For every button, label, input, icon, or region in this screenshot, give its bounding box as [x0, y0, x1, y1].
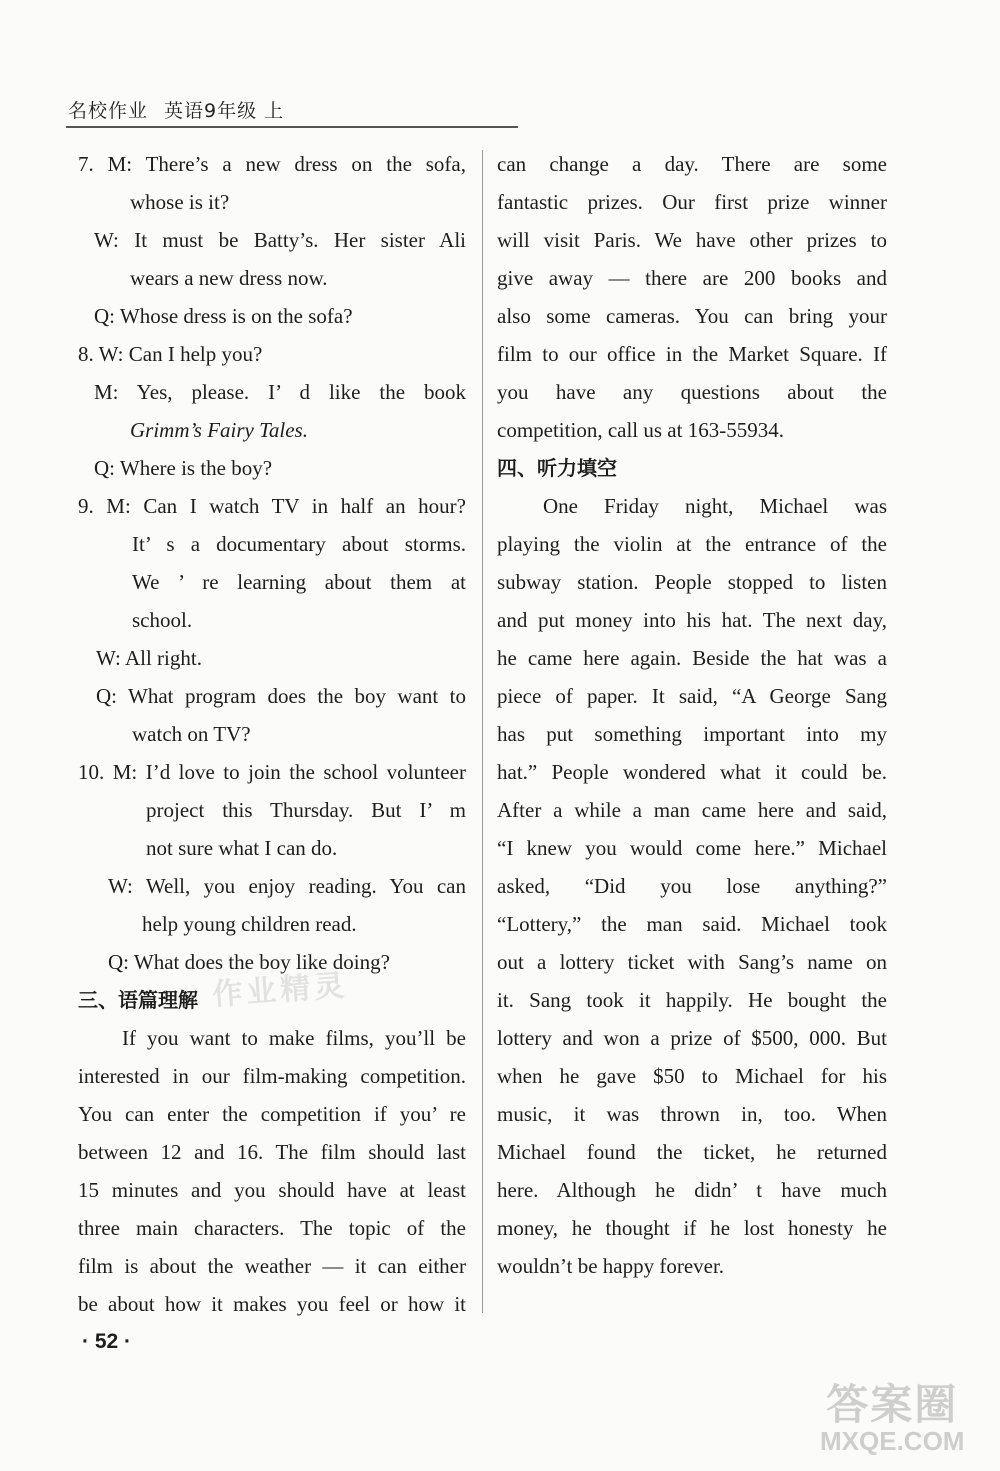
text-line: 15 minutes and you should have at least	[78, 1178, 466, 1202]
left-column	[78, 145, 466, 1323]
text-line: hat.” People wondered what it could be.	[497, 760, 887, 784]
watermark-logo-text: 答案圈	[826, 1380, 959, 1429]
text-line: W: It must be Batty’s. Her sister Ali	[94, 228, 466, 252]
text-line: school.	[132, 608, 193, 632]
header-rule	[66, 126, 518, 128]
column-divider	[482, 150, 483, 1313]
text-line: asked, “Did you lose anything?”	[497, 874, 887, 898]
text-line: playing the violin at the entrance of the	[497, 532, 887, 556]
text-line: One Friday night, Michael was	[543, 494, 887, 518]
text-line: W: Well, you enjoy reading. You can	[108, 874, 466, 898]
text-line: out a lottery ticket with Sang’s name on	[497, 950, 887, 974]
text-line: three main characters. The topic of the	[78, 1216, 466, 1240]
running-header	[68, 96, 300, 123]
text-line: 10. M: I’d love to join the school volunteer	[78, 760, 466, 784]
text-line: will visit Paris. We have other prizes to	[497, 228, 887, 252]
watermark-logo	[820, 1372, 964, 1457]
text-line: You can enter the competition if you’ re	[78, 1102, 466, 1126]
watermark-logo-url: MXQE.COM	[820, 1426, 965, 1456]
text-line: M: Yes, please. I’ d like the book	[94, 380, 466, 404]
text-line: film to our office in the Market Square. If	[497, 342, 887, 366]
text-line: piece of paper. It said, “A George Sang	[497, 684, 887, 708]
text-line: 9. M: Can I watch TV in half an hour?	[78, 494, 466, 518]
text-line: It’ s a documentary about storms.	[132, 532, 466, 556]
text-line: Q: Whose dress is on the sofa?	[94, 304, 353, 328]
text-line: Grimm’s Fairy Tales.	[130, 418, 308, 442]
text-line: 7. M: There’s a new dress on the sofa,	[78, 152, 466, 176]
text-line: “Lottery,” the man said. Michael took	[497, 912, 887, 936]
text-line: film is about the weather — it can either	[78, 1254, 466, 1278]
text-line: Michael found the ticket, he returned	[497, 1140, 887, 1164]
text-line: subway station. People stopped to listen	[497, 570, 887, 594]
text-line: interested in our film-making competition.	[78, 1064, 466, 1088]
text-line: “I knew you would come here.” Michael	[497, 836, 887, 860]
page-number: · 52 ·	[82, 1330, 132, 1353]
watermark-text: 作业精灵	[211, 968, 350, 1013]
text-line: money, he thought if he lost honesty he	[497, 1216, 887, 1240]
text-line: Q: What program does the boy want to	[96, 684, 466, 708]
text-line: be about how it makes you feel or how it	[78, 1292, 466, 1316]
right-column	[497, 145, 887, 1285]
text-line: If you want to make films, you’ll be	[122, 1026, 466, 1050]
text-line: also some cameras. You can bring your	[497, 304, 887, 328]
text-line: give away — there are 200 books and	[497, 266, 887, 290]
text-line: music, it was thrown in, too. When	[497, 1102, 887, 1126]
text-line: it. Sang took it happily. He bought the	[497, 988, 887, 1012]
text-line: watch on TV?	[132, 722, 251, 746]
text-line: Q: Where is the boy?	[94, 456, 273, 480]
text-line: help young children read.	[142, 912, 357, 936]
book-title: 名校作业	[68, 100, 149, 122]
text-line: between 12 and 16. The film should last	[78, 1140, 466, 1164]
text-line: After a while a man came here and said,	[497, 798, 887, 822]
text-line: wouldn’t be happy forever.	[497, 1254, 725, 1278]
text-line: fantastic prizes. Our first prize winner	[497, 190, 887, 214]
text-line: W: All right.	[96, 646, 202, 670]
section-heading: 三、语篇理解	[78, 988, 198, 1012]
section-heading: 四、听力填空	[497, 456, 617, 480]
text-line: wears a new dress now.	[130, 266, 328, 290]
text-line: when he gave $50 to Michael for his	[497, 1064, 887, 1088]
text-line: he came here again. Beside the hat was a	[497, 646, 887, 670]
text-line: Q: What does the boy like doing?	[108, 950, 390, 974]
text-line: competition, call us at 163-55934.	[497, 418, 784, 442]
text-line: you have any questions about the	[497, 380, 887, 404]
text-line: not sure what I can do.	[146, 836, 338, 860]
text-line: here. Although he didn’ t have much	[497, 1178, 887, 1202]
text-line: We ’ re learning about them at	[132, 570, 466, 594]
text-line: project this Thursday. But I’ m	[146, 798, 466, 822]
text-line: lottery and won a prize of $500, 000. But	[497, 1026, 887, 1050]
text-line: has put something important into my	[497, 722, 887, 746]
grade-subject: 英语9年级 上	[164, 100, 285, 122]
text-line: whose is it?	[130, 190, 230, 214]
text-line: can change a day. There are some	[497, 152, 887, 176]
text-line: and put money into his hat. The next day,	[497, 608, 887, 632]
text-line: 8. W: Can I help you?	[78, 342, 263, 366]
